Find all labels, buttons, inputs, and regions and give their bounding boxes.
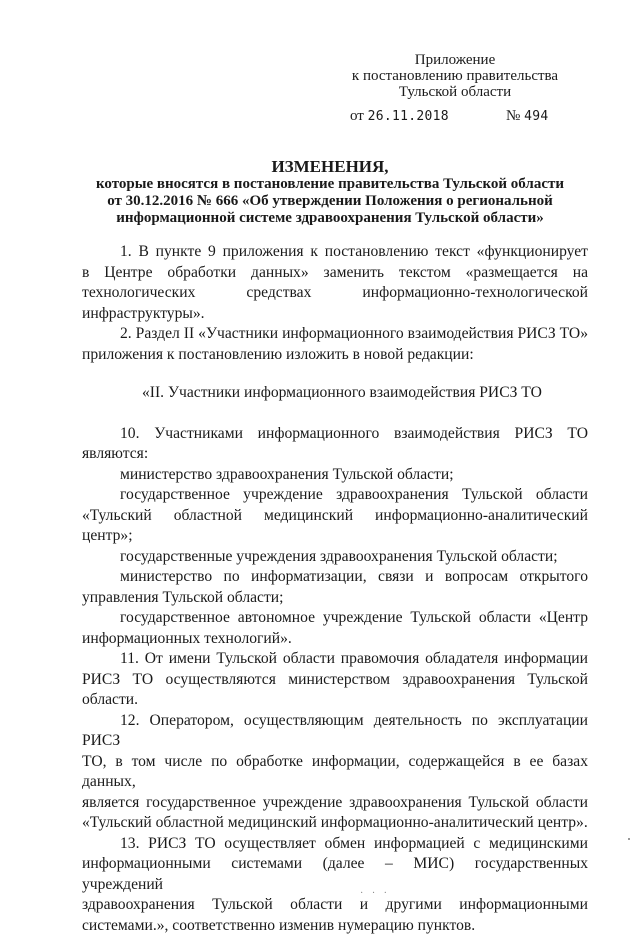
- date-prefix: от: [350, 108, 364, 124]
- title-line-3: информационной системе здравоохранения Тульской области»: [60, 210, 600, 227]
- document-number-wrap: [506, 108, 548, 125]
- stamp-line-3: Тульской области: [330, 84, 580, 100]
- item-2-line-a: государственное учреждение здравоохранения Тульской области: [82, 485, 588, 506]
- item-2-line-b: «Тульский областной медицинский информационно-аналитический центр»;: [82, 506, 588, 547]
- p1-line-c: технологических средствах информационно-технологической: [82, 283, 588, 304]
- p11-line-b: РИСЗ ТО осуществляются министерством здравоохранения Тульской: [82, 670, 588, 691]
- p10-line-a: 10. Участниками информационного взаимодействия РИСЗ ТО: [82, 424, 588, 445]
- title-line-1: которые вносятся в постановление правительства Тульской области: [60, 176, 600, 193]
- document-title: [60, 158, 600, 227]
- p10-line-b: являются:: [82, 444, 588, 465]
- document-body: [82, 242, 588, 936]
- approval-stamp: [330, 52, 580, 100]
- p12-line-a: 12. Оператором, осуществляющим деятельность по эксплуатации РИСЗ: [82, 711, 588, 752]
- p12-line-b: ТО, в том числе по обработке информации, содержащейся в ее базах данных,: [82, 752, 588, 793]
- p11-line-c: области.: [82, 690, 588, 711]
- scan-artifact-mark: [628, 838, 630, 840]
- p13-line-b: информационными системами (далее – МИС) государственных учреждений: [82, 854, 588, 895]
- section-heading: «II. Участники информационного взаимодействия РИСЗ ТО: [82, 383, 588, 404]
- item-1: министерство здравоохранения Тульской области;: [82, 465, 588, 486]
- document-number: 494: [524, 109, 548, 124]
- document-date: 26.11.2018: [368, 109, 449, 124]
- p12-line-c: является государственное учреждение здравоохранения Тульской области: [82, 793, 588, 814]
- p1-line-d: инфраструктуры».: [82, 304, 588, 325]
- p11-line-a: 11. От имени Тульской области правомочия обладателя информации: [82, 649, 588, 670]
- p13-line-c: здравоохранения Тульской области и другими информационными: [82, 895, 588, 916]
- stamp-line-1: Приложение: [330, 52, 580, 68]
- item-5-line-b: информационных технологий».: [82, 629, 588, 650]
- title-line-2: от 30.12.2016 № 666 «Об утверждении Положения о региональной: [60, 193, 600, 210]
- scan-artifact-dots: · · ·: [360, 888, 390, 899]
- item-5-line-a: государственное автономное учреждение Тульской области «Центр: [82, 608, 588, 629]
- p2-line-a: 2. Раздел II «Участники информационного взаимодействия РИСЗ ТО»: [82, 324, 588, 345]
- p1-line-a: 1. В пункте 9 приложения к постановлению текст «функционирует: [82, 242, 588, 263]
- p13-line-d: системами.», соответственно изменив нумерацию пунктов.: [82, 916, 588, 936]
- number-label: №: [506, 108, 520, 124]
- p1-line-b: в Центре обработки данных» заменить текстом «размещается на: [82, 263, 588, 284]
- document-reference: [350, 108, 449, 125]
- stamp-line-2: к постановлению правительства: [330, 68, 580, 84]
- item-3: государственные учреждения здравоохранения Тульской области;: [82, 547, 588, 568]
- title-main: ИЗМЕНЕНИЯ,: [60, 158, 600, 175]
- item-4-line-a: министерство по информатизации, связи и вопросам открытого: [82, 567, 588, 588]
- p13-line-a: 13. РИСЗ ТО осуществляет обмен информацией с медицинскими: [82, 834, 588, 855]
- p2-line-b: приложения к постановлению изложить в новой редакции:: [82, 345, 588, 366]
- p12-line-d: «Тульский областной медицинский информационно-аналитический центр».: [82, 813, 588, 834]
- item-4-line-b: управления Тульской области;: [82, 588, 588, 609]
